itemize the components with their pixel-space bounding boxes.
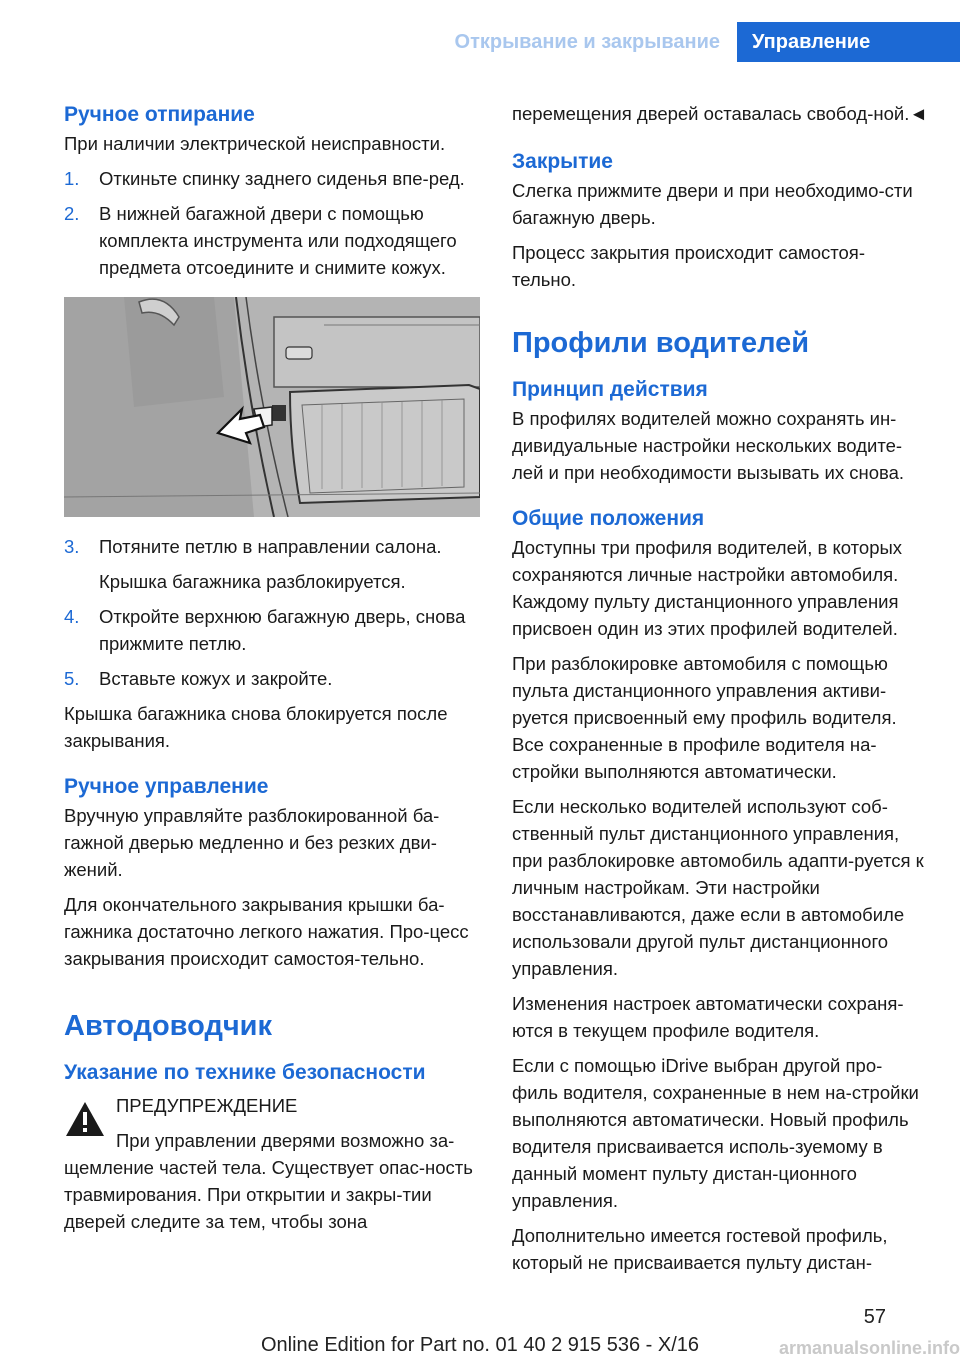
step-number: 5.: [64, 668, 80, 689]
step-number: 3.: [64, 536, 80, 557]
header-chapter-tab: Управление: [737, 22, 960, 62]
step-item: [64, 665, 480, 692]
continuation-text: перемещения дверей оставалась свобод-ной.◄: [512, 103, 928, 124]
heading-manual-unlock: Ручное отпирание: [64, 103, 255, 126]
warning-triangle-icon: [64, 1100, 106, 1138]
principle-text: В профилях водителей можно сохранять ин-дивидуальные настройки нескольких водите-лей и при необходимости вызывать их снова.: [512, 408, 905, 483]
trunk-illustration: [64, 297, 480, 517]
closing-p2: Процесс закрытия происходит самостоя-тельно.: [512, 242, 865, 290]
general-p5: Если с помощью iDrive выбран другой про-филь водителя, сохраненные в нем на-стройки выполняются автоматически. Новый профиль водителя присваивается исполь-зуемому в данный момент пульту дистан-ционного управления.: [512, 1055, 919, 1211]
heading-driver-profiles: Профили водителей: [512, 327, 810, 359]
step-item: [64, 603, 480, 657]
step-item: [64, 533, 480, 595]
right-column: [512, 100, 928, 1284]
header-section-title: Открывание и закрывание: [454, 31, 720, 53]
step-item: [64, 165, 480, 192]
warning-text: При управлении дверями возможно за-щемление частей тела. Существует опас-ность травмирования. При открытии и закры-тии дверей следите за тем, чтобы зона: [64, 1130, 473, 1232]
heading-general: Общие положения: [512, 507, 705, 530]
step-number: 4.: [64, 606, 80, 627]
step-text: Потяните петлю в направлении салона.: [99, 536, 442, 557]
watermark: armanualsonline.info: [778, 1338, 960, 1358]
manual-control-p1: Вручную управляйте разблокированной ба-гажной дверью медленно и без резких дви-жений.: [64, 805, 440, 880]
step-text: Откройте верхнюю багажную дверь, снова прижмите петлю.: [99, 606, 466, 654]
steps-list-b: [64, 533, 480, 692]
edition-footer: Online Edition for Part no. 01 40 2 915 536 - X/16: [260, 1334, 700, 1356]
general-p1: Доступны три профиля водителей, в которых сохраняются личные настройки автомобиля. Каждому пульту дистанционного управления присвоен один из этих профилей водителей.: [512, 537, 903, 639]
manual-control-p2: Для окончательного закрывания крышки ба-гажника достаточно легкого нажатия. Про-цесс закрывания происходит самостоя-тельно.: [64, 894, 469, 969]
manual-unlock-intro: При наличии электрической неисправности.: [64, 133, 446, 154]
heading-manual-control: Ручное управление: [64, 775, 269, 798]
step-subtext: Крышка багажника разблокируется.: [99, 571, 406, 592]
relock-note: Крышка багажника снова блокируется после закрывания.: [64, 703, 448, 751]
heading-principle: Принцип действия: [512, 378, 708, 401]
general-p4: Изменения настроек автоматически сохраня-ются в текущем профиле водителя.: [512, 993, 904, 1041]
step-number: 1.: [64, 168, 80, 189]
left-column: [64, 100, 480, 1235]
heading-safety: Указание по технике безопасности: [64, 1061, 426, 1084]
step-text: В нижней багажной двери с помощью комплекта инструмента или подходящего предмета отсоедините и снимите кожух.: [99, 203, 457, 278]
general-p3: Если несколько водителей используют соб-ственный пульт дистанционного управления, при разблокировке автомобиль адапти-руется к личным настройкам. Эти настройки восстанавливаются, даже если в автомобиле использовали другой пульт дистанционного управления.: [512, 796, 924, 979]
step-number: 2.: [64, 203, 80, 224]
warning-label: ПРЕДУПРЕЖДЕНИЕ: [116, 1095, 298, 1116]
trunk-cover-drawing: [64, 297, 480, 517]
heading-soft-close: Автодоводчик: [64, 1010, 273, 1042]
heading-closing: Закрытие: [512, 150, 613, 173]
warning-block: [64, 1092, 480, 1235]
steps-list-a: [64, 165, 480, 281]
step-item: [64, 200, 480, 281]
page-number: 57: [863, 1306, 886, 1328]
general-p2: При разблокировке автомобиля с помощью пульта дистанционного управления активи-руется присвоенный ему профиль водителя. Все сохраненные в профиле водителя на-стройки выполняются автоматически.: [512, 653, 897, 782]
closing-p1: Слегка прижмите двери и при необходимо-сти багажную дверь.: [512, 180, 913, 228]
general-p6: Дополнительно имеется гостевой профиль, который не присваивается пульту дистан-: [512, 1225, 888, 1273]
page-header: [0, 22, 960, 62]
step-text: Вставьте кожух и закройте.: [99, 668, 333, 689]
step-text: Откиньте спинку заднего сиденья впе-ред.: [99, 168, 465, 189]
